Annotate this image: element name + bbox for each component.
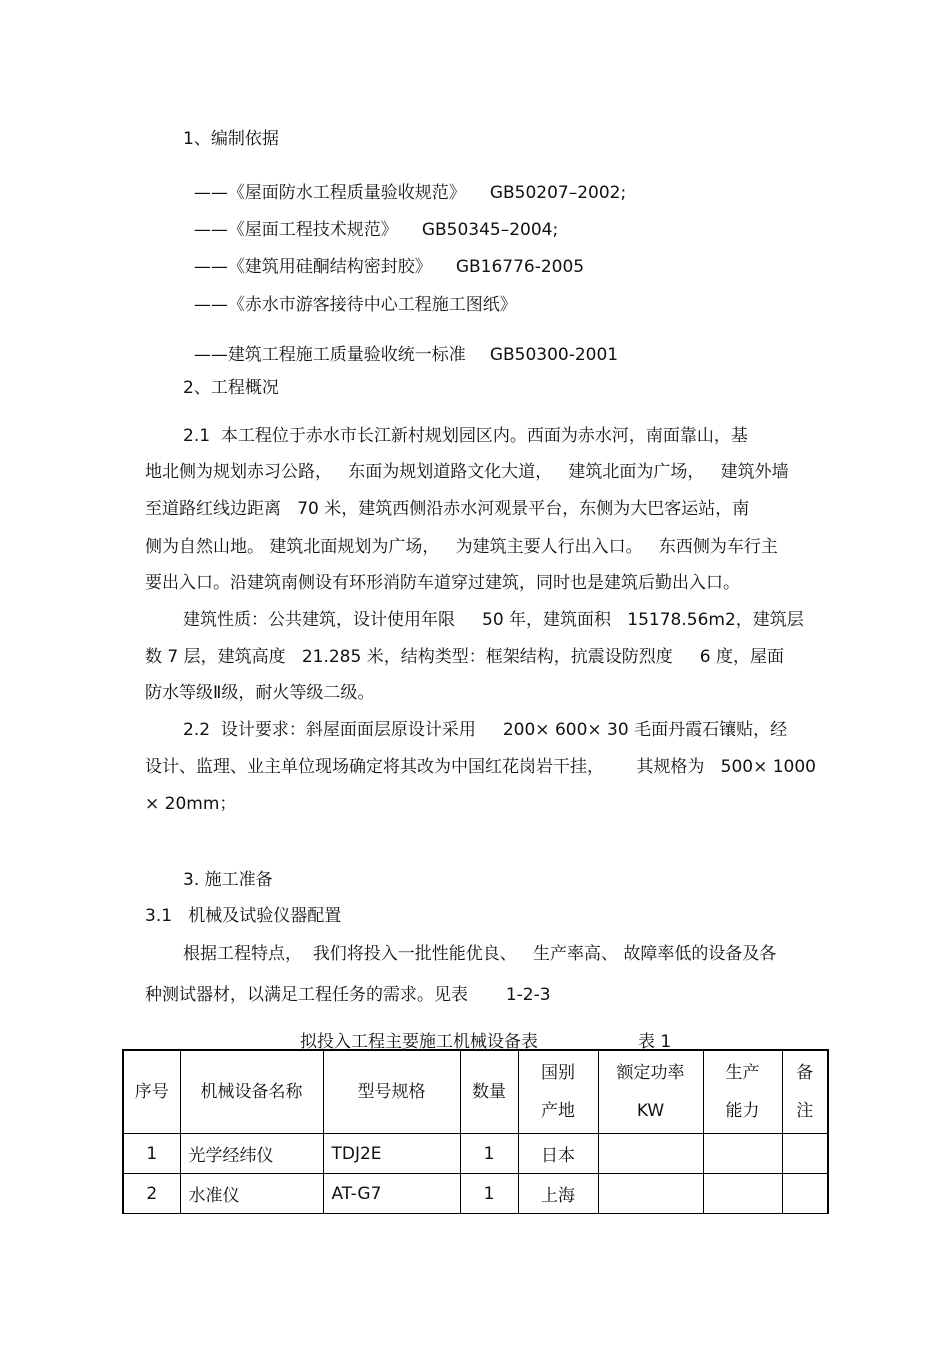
reference-dash: —— bbox=[193, 257, 228, 277]
cell-capacity bbox=[703, 1134, 782, 1174]
header-note-line2: 注 bbox=[796, 1101, 814, 1121]
reference-dash: —— bbox=[193, 183, 228, 203]
paragraph-line: 地北侧为规划赤习公路， 东面为规划道路文化大道， 建筑北面为广场， 建筑外墙 bbox=[145, 462, 789, 482]
reference-title: 《赤水市游客接待中心工程施工图纸》 bbox=[227, 295, 517, 315]
reference-title: 《屋面防水工程质量验收规范》 bbox=[227, 183, 466, 203]
cell-capacity bbox=[703, 1174, 782, 1214]
cell-note bbox=[782, 1174, 828, 1214]
reference-code: GB50345–2004; bbox=[421, 220, 559, 240]
paragraph-line: 至道路红线边距离 70 米，建筑西侧沿赤水河观景平台，东侧为大巴客运站，南 bbox=[145, 499, 750, 519]
reference-title: 《建筑用硅酮结构密封胶》 bbox=[227, 257, 432, 277]
reference-dash: —— bbox=[193, 345, 228, 365]
reference-dash: —— bbox=[193, 295, 228, 315]
cell-name: 光学经纬仪 bbox=[180, 1134, 323, 1174]
equipment-table bbox=[122, 1049, 829, 1214]
header-note-line1: 备 bbox=[796, 1063, 814, 1083]
header-qty: 数量 bbox=[460, 1050, 518, 1134]
cell-qty: 1 bbox=[460, 1134, 518, 1174]
paragraph-line: 2.1 本工程位于赤水市长江新村规划园区内。西面为赤水河，南面靠山，基 bbox=[183, 426, 748, 446]
header-power-line2: KW bbox=[636, 1101, 665, 1121]
table-row bbox=[123, 1134, 828, 1174]
reference-item bbox=[183, 242, 584, 276]
header-origin bbox=[518, 1050, 598, 1134]
cell-no: 1 bbox=[123, 1134, 180, 1174]
paragraph-line: × 20mm； bbox=[145, 794, 237, 814]
header-model: 型号规格 bbox=[323, 1050, 460, 1134]
section-1-heading: 1、编制依据 bbox=[183, 129, 279, 149]
paragraph-line: 根据工程特点， 我们将投入一批性能优良、 生产率高、 故障率低的设备及各 bbox=[183, 944, 777, 964]
paragraph-line: 要出入口。沿建筑南侧设有环形消防车道穿过建筑，同时也是建筑后勤出入口。 bbox=[145, 573, 740, 593]
cell-origin: 上海 bbox=[518, 1174, 598, 1214]
reference-dash: —— bbox=[193, 220, 228, 240]
cell-power bbox=[598, 1174, 703, 1214]
paragraph-line: 防水等级Ⅱ级，耐火等级二级。 bbox=[145, 683, 375, 703]
cell-name: 水准仪 bbox=[180, 1174, 323, 1214]
reference-item bbox=[183, 280, 517, 314]
cell-note bbox=[782, 1134, 828, 1174]
header-name: 机械设备名称 bbox=[180, 1050, 323, 1134]
table-number: 表 1 bbox=[638, 1032, 672, 1052]
header-origin-line1: 国别 bbox=[541, 1063, 575, 1083]
reference-item bbox=[183, 168, 626, 202]
section-2-heading: 2、工程概况 bbox=[183, 378, 279, 398]
table-caption: 拟投入工程主要施工机械设备表 bbox=[300, 1032, 538, 1052]
cell-model: TDJ2E bbox=[323, 1134, 460, 1174]
header-capacity-line1: 生产 bbox=[725, 1063, 760, 1083]
cell-origin: 日本 bbox=[518, 1134, 598, 1174]
header-capacity-line2: 能力 bbox=[725, 1101, 760, 1121]
section-3-heading: 3. 施工准备 bbox=[183, 870, 273, 890]
reference-code: GB50300-2001 bbox=[489, 345, 619, 365]
header-no: 序号 bbox=[123, 1050, 180, 1134]
paragraph-line: 种测试器材，以满足工程任务的需求。见表 1-2-3 bbox=[145, 985, 551, 1005]
reference-code: GB16776-2005 bbox=[455, 257, 585, 277]
cell-qty: 1 bbox=[460, 1174, 518, 1214]
reference-title: 《屋面工程技术规范》 bbox=[227, 220, 398, 240]
table-header-row bbox=[123, 1050, 828, 1134]
paragraph-line: 2.2 设计要求：斜屋面面层原设计采用 200× 600× 30 毛面丹霞石镶贴，经 bbox=[183, 720, 788, 740]
paragraph-line: 侧为自然山地。 建筑北面规划为广场， 为建筑主要人行出入口。 东西侧为车行主 bbox=[145, 537, 778, 557]
reference-item bbox=[183, 205, 558, 239]
paragraph-line: 设计、监理、业主单位现场确定将其改为中国红花岗岩干挂， 其规格为 500× 1000 bbox=[145, 757, 816, 777]
header-origin-line2: 产地 bbox=[541, 1101, 575, 1121]
table-row bbox=[123, 1174, 828, 1214]
header-power-line1: 额定功率 bbox=[616, 1063, 685, 1083]
paragraph-line: 建筑性质：公共建筑，设计使用年限 50 年，建筑面积 15178.56m2，建筑层 bbox=[183, 610, 804, 630]
cell-model: AT-G7 bbox=[323, 1174, 460, 1214]
header-note bbox=[782, 1050, 828, 1134]
subsection-heading: 3.1 机械及试验仪器配置 bbox=[145, 906, 342, 926]
reference-title: 建筑工程施工质量验收统一标准 bbox=[227, 345, 466, 365]
cell-no: 2 bbox=[123, 1174, 180, 1214]
reference-item bbox=[183, 330, 618, 364]
paragraph-line: 数 7 层，建筑高度 21.285 米，结构类型：框架结构，抗震设防烈度 6 度，屋面 bbox=[145, 647, 784, 667]
header-capacity bbox=[703, 1050, 782, 1134]
reference-code: GB50207–2002; bbox=[489, 183, 627, 203]
cell-power bbox=[598, 1134, 703, 1174]
header-power bbox=[598, 1050, 703, 1134]
